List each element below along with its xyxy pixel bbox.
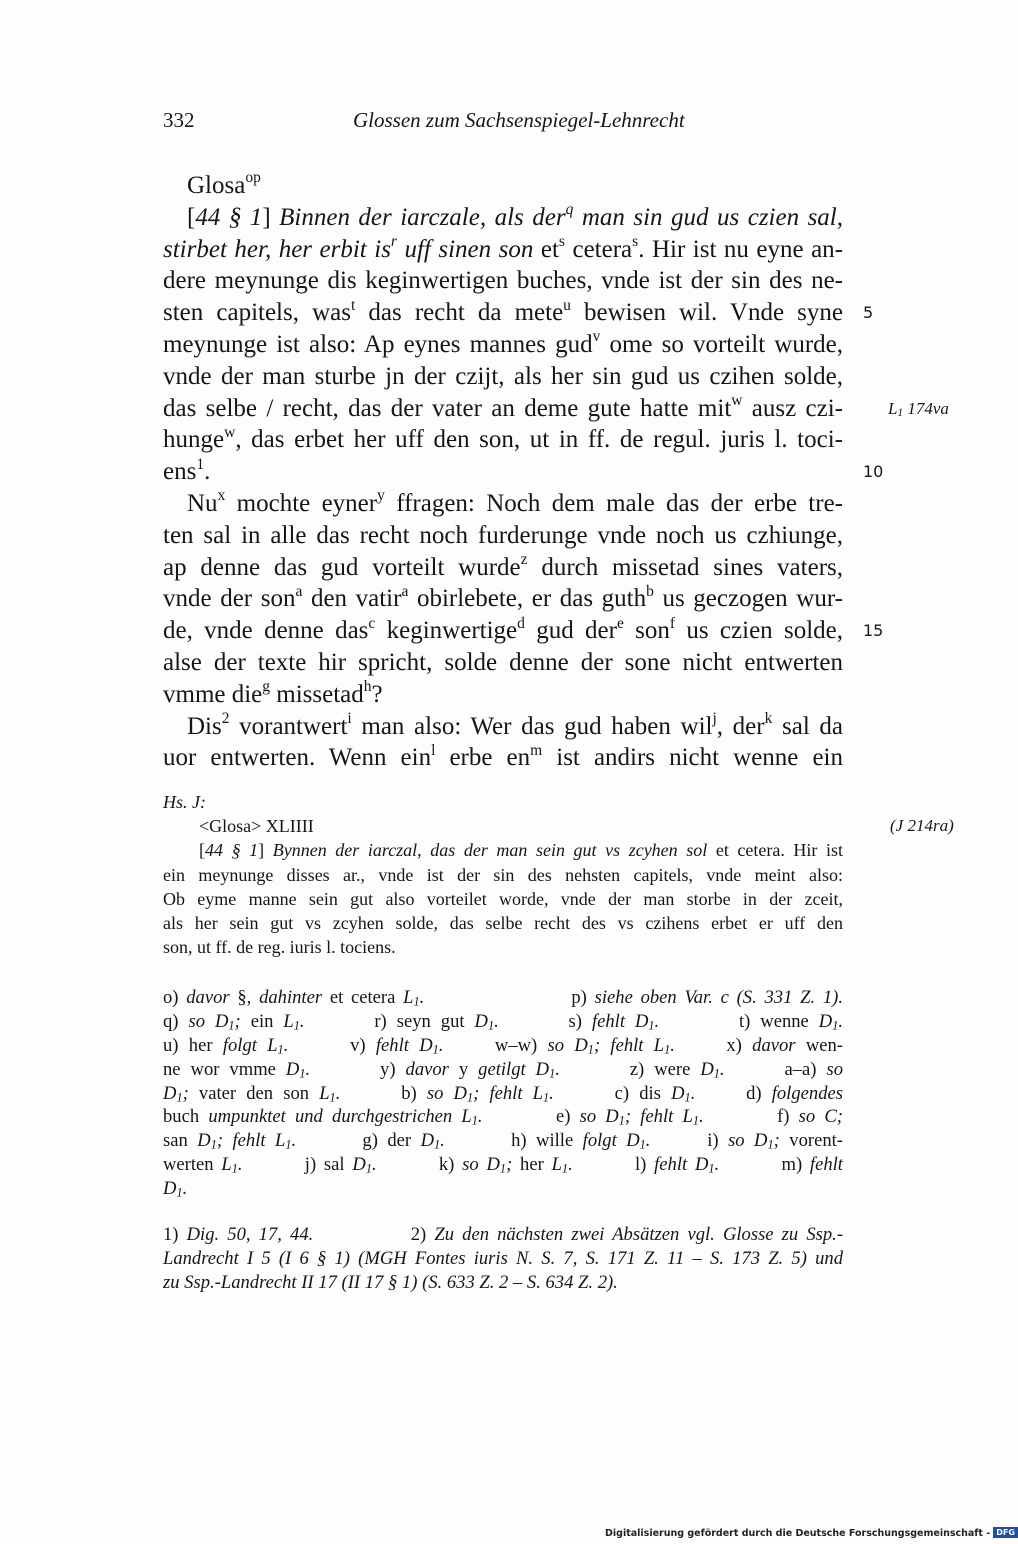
text-line: dere meynunge dis keginwertigen buches, vnde ist der sin des ne- <box>163 267 843 295</box>
apparatus-line: q) so $D_1$; ein $L_1$. r) seyn gut $D_1$. s) fehlt $D_1$. t) wenne $D_1$. <box>163 1010 844 1033</box>
witness-j-text <box>163 790 954 959</box>
text-line: ap denne das gud vorteilt wurde$^z$ durch missetad sines vaters, <box>163 551 844 581</box>
witness-line: als her sein gut vs zcyhen solde, das selbe recht des vs czihens erbet er uff den <box>163 912 843 933</box>
line-number: 15 <box>863 621 884 641</box>
text-line: hunge$^w$, das erbet her uff den son, ut in ff. de regul. juris l. toci- <box>163 423 843 454</box>
text-line: de, vnde denne das$^c$ keginwertige$^d$ gud der$^e$ son$^f$ us czien solde, 15 <box>163 615 843 647</box>
text-line: meynunge ist also: Ap eynes mannes gud$^v$ ome so vorteilt wurde, <box>163 328 843 358</box>
running-title: Glossen zum Sachsenspiegel-Lehnrecht <box>353 108 685 132</box>
page-number: 332 <box>163 108 195 132</box>
variant-apparatus <box>163 986 843 1201</box>
text-line: [44 § 1] Binnen der iarczale, als der$^q$ man sin gud us czien sal, <box>187 201 843 231</box>
text-line: vmme die$^g$ missetad$^h$? <box>163 678 383 708</box>
apparatus-line: o) davor §, dahinter et cetera $L_1$. p) siehe oben Var. c (S. 331 Z. 1). <box>163 987 844 1009</box>
apparatus-line: $D_1$. <box>163 1178 188 1200</box>
line-number: 10 <box>863 462 884 482</box>
apparatus-line: buch umpunktet und durchgestrichen $L_1$. e) so $D_1$; fehlt $L_1$. f) so C; <box>163 1106 843 1128</box>
text-line: Dis$^2$ vorantwert$^i$ man also: Wer das gud haben wil$^j$, der$^k$ sal da <box>187 709 843 740</box>
witness-line: [44 § 1] Bynnen der iarczal, das der man sein gut vs zcyhen sol et cetera. Hir ist <box>199 840 843 861</box>
text-line: vnde der son$^a$ den vatir$^a$ obirlebete, er das guth$^b$ us geczogen wur- <box>163 582 843 613</box>
witness-line: son, ut ff. de reg. iuris l. tociens. <box>163 937 396 958</box>
text-line: ten sal in alle das recht noch furderunge vnde noch us czhiunge, <box>163 521 843 549</box>
margin-folio: $L_1$ 174va <box>888 398 949 419</box>
footnote-line: zu Ssp.-Landrecht II 17 (II 17 § 1) (S. 633 Z. 2 – S. 634 Z. 2). <box>163 1271 618 1293</box>
text-line: Nu$^x$ mochte eyner$^y$ ffragen: Noch dem male das der erbe tre- <box>187 487 843 517</box>
apparatus-line: $D_1$; vater den son $L_1$. b) so $D_1$; fehlt $L_1$. c) dis $D_1$. d) folgendes <box>163 1082 843 1105</box>
text-line: uor entwerten. Wenn ein$^l$ erbe $en^m$ ist andirs nicht wenne ein <box>163 741 843 772</box>
footnote-line: 1) Dig. 50, 17, 44. 2) Zu den nächsten zwei Absätzen vgl. Glosse zu Ssp.- <box>163 1224 844 1245</box>
main-text <box>163 169 949 774</box>
text-line: alse der texte hir spricht, solde denne der sone nicht entwerten <box>163 648 843 676</box>
page-header <box>163 108 843 136</box>
text-line: sten capitels, was$^t$ das recht da mete$^u$ bewisen wil. Vnde syne 5 <box>163 297 843 329</box>
text-line: stirbet her, her erbit $is^r$ uff sinen son $et^s$ cetera$^s$. Hir ist nu eyne an- <box>163 233 844 263</box>
text-line: vnde der man sturbe jn der czijt, als her sin gud us czihen solde, <box>163 362 843 390</box>
witness-glosa-line: <Glosa> XLIIII (J 214ra) <box>163 814 843 838</box>
footnote-line: Landrecht I 5 (I 6 § 1) (MGH Fontes iuris N. S. 7, S. 171 Z. 11 – S. 173 Z. 5) und <box>163 1247 843 1269</box>
witness-line: ein meynunge disses ar., vnde ist der sin des nehsten capitels, vnde meint also: <box>163 864 843 885</box>
dfg-logo: DFG <box>993 1527 1018 1538</box>
witness-label: Hs. J: <box>163 792 206 812</box>
text-line: ens$^1$. 10 <box>163 456 843 488</box>
witness-ref: (J 214ra) <box>890 816 954 836</box>
witness-line: Ob eyme manne sein gut also vorteilet worde, vnde der man storbe in der zceit, <box>163 888 843 909</box>
apparatus-line: werten $L_1$. j) sal $D_1$. k) so $D_1$; her $L_1$. l) fehlt $D_1$. m) fehlt <box>163 1154 843 1176</box>
credit-text: Digitalisierung gefördert durch die Deutsche Forschungsgemeinschaft - <box>605 1528 991 1539</box>
line-number: 5 <box>863 303 874 323</box>
digitization-credit <box>605 1527 1015 1541</box>
apparatus-line: san $D_1$; fehlt $L_1$. g) der $D_1$. h) wille folgt $D_1$. i) so $D_1$; vorent- <box>163 1130 844 1152</box>
text-line: das selbe / recht, das der vater an deme gute hatte mit$^w$ ausz czi- $L_1$ 174va <box>163 393 843 425</box>
footnotes <box>163 1223 843 1295</box>
glosa-heading: Glosa$^{op}$ <box>187 169 261 199</box>
apparatus-line: u) her folgt $L_1$. v) fehlt $D_1$. w–w) so $D_1$; fehlt $L_1$. x) davor wen- <box>163 1034 843 1057</box>
apparatus-line: ne wor vmme $D_1$. y) davor y getilgt $D_1$. z) were $D_1$. a–a) so <box>163 1058 844 1081</box>
